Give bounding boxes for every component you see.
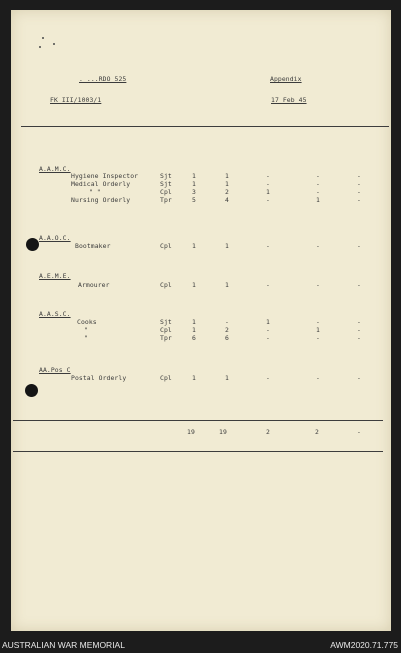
footer-credit: AUSTRALIAN WAR MEMORIAL	[2, 640, 125, 650]
row-col5: -	[357, 334, 361, 342]
row-col1: 5	[192, 196, 196, 204]
ink-speck	[42, 37, 44, 39]
row-col1: 1	[192, 326, 196, 334]
row-col4: -	[316, 281, 320, 289]
row-col4: -	[316, 180, 320, 188]
row-col1: 3	[192, 188, 196, 196]
row-col3: -	[266, 242, 270, 250]
row-col3: 1	[266, 318, 270, 326]
total-col1: 19	[187, 428, 195, 436]
punch-hole	[25, 384, 38, 397]
row-col5: -	[357, 374, 361, 382]
row-col1: 6	[192, 334, 196, 342]
row-role: " "	[89, 188, 101, 196]
row-col2: 6	[225, 334, 229, 342]
row-col2: 2	[225, 326, 229, 334]
row-col3: -	[266, 180, 270, 188]
section-unit: A.A.O.C.	[39, 234, 71, 242]
total-col4: 2	[315, 428, 319, 436]
row-col3: -	[266, 374, 270, 382]
ink-speck	[39, 46, 41, 48]
row-role: "	[84, 326, 88, 334]
row-col1: 1	[192, 318, 196, 326]
total-col3: 2	[266, 428, 270, 436]
row-col4: -	[316, 374, 320, 382]
row-rank: Sjt	[160, 318, 172, 326]
row-col1: 1	[192, 281, 196, 289]
row-rank: Sjt	[160, 172, 172, 180]
row-col2: 2	[225, 188, 229, 196]
row-col5: -	[357, 242, 361, 250]
row-role: Armourer	[78, 281, 110, 289]
row-col4: 1	[316, 326, 320, 334]
row-col2: 4	[225, 196, 229, 204]
row-col2: 1	[225, 281, 229, 289]
row-rank: Cpl	[160, 374, 172, 382]
row-rank: Tpr	[160, 196, 172, 204]
section-unit: AA.Pos C	[39, 366, 71, 374]
row-col3: -	[266, 326, 270, 334]
row-col3: 1	[266, 188, 270, 196]
row-col5: -	[357, 180, 361, 188]
row-col2: 1	[225, 374, 229, 382]
row-col3: -	[266, 172, 270, 180]
row-col4: -	[316, 188, 320, 196]
row-col5: -	[357, 188, 361, 196]
row-col5: -	[357, 172, 361, 180]
totals-top-rule	[13, 420, 383, 421]
header-date: 17 Feb 45	[271, 96, 307, 104]
row-col1: 1	[192, 242, 196, 250]
row-col4: -	[316, 334, 320, 342]
row-role: "	[84, 334, 88, 342]
row-rank: Cpl	[160, 326, 172, 334]
totals-bottom-rule	[13, 451, 383, 452]
row-col5: -	[357, 326, 361, 334]
row-rank: Cpl	[160, 242, 172, 250]
row-col4: -	[316, 242, 320, 250]
row-col2: 1	[225, 242, 229, 250]
document-page	[11, 10, 391, 631]
row-col2: 1	[225, 172, 229, 180]
total-col5: -	[357, 428, 361, 436]
row-role: Medical Orderly	[71, 180, 131, 188]
row-rank: Tpr	[160, 334, 172, 342]
row-col4: -	[316, 172, 320, 180]
row-col1: 1	[192, 172, 196, 180]
header-rule	[21, 126, 389, 127]
total-col2: 19	[219, 428, 227, 436]
row-role: Cooks	[77, 318, 97, 326]
row-col5: -	[357, 196, 361, 204]
row-role: Postal Orderly	[71, 374, 127, 382]
row-rank: Sjt	[160, 180, 172, 188]
header-ref-left: . ...RDO 525	[79, 75, 127, 83]
header-ref-no: FK III/1003/1	[50, 96, 102, 104]
row-col2: -	[225, 318, 229, 326]
row-col2: 1	[225, 180, 229, 188]
row-role: Hygiene Inspector	[71, 172, 139, 180]
section-unit: A.A.S.C.	[39, 310, 71, 318]
row-col5: -	[357, 281, 361, 289]
header-appendix: Appendix	[270, 75, 302, 83]
row-rank: Cpl	[160, 188, 172, 196]
row-role: Bootmaker	[75, 242, 111, 250]
row-col4: 1	[316, 196, 320, 204]
row-col4: -	[316, 318, 320, 326]
row-col1: 1	[192, 374, 196, 382]
punch-hole	[26, 238, 39, 251]
footer-accession-number: AWM2020.71.775	[330, 640, 398, 650]
row-rank: Cpl	[160, 281, 172, 289]
section-unit: A.E.M.E.	[39, 272, 71, 280]
section-unit: A.A.M.C.	[39, 165, 71, 173]
row-col3: -	[266, 334, 270, 342]
row-col5: -	[357, 318, 361, 326]
ink-speck	[53, 43, 55, 45]
row-col3: -	[266, 196, 270, 204]
row-col1: 1	[192, 180, 196, 188]
row-col3: -	[266, 281, 270, 289]
row-role: Nursing Orderly	[71, 196, 131, 204]
